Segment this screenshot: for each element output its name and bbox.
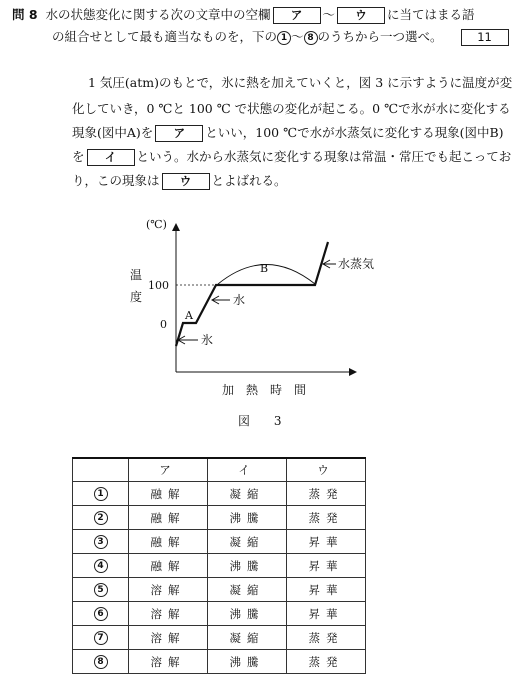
- option-first-marker: 1: [277, 31, 291, 45]
- option-i-cell: 沸騰: [208, 650, 287, 674]
- table-header-i: イ: [208, 458, 287, 482]
- option-number-cell: [73, 554, 129, 578]
- option-number-marker: 4: [94, 559, 108, 573]
- options-table: [72, 457, 366, 674]
- option-last-marker: 8: [304, 31, 318, 45]
- passage-text-5b: とよばれる。: [211, 173, 287, 188]
- table-body: [73, 482, 366, 674]
- phase-b-label: B: [260, 262, 269, 275]
- passage-line-4: [72, 148, 511, 166]
- table-row: [73, 602, 366, 626]
- option-number-marker: 8: [94, 655, 108, 669]
- table-row: [73, 554, 366, 578]
- option-a-cell: 融解: [129, 554, 208, 578]
- passage-line-1: 1 気圧(atm)のもとで，氷に熱を加えていくと，図 3 に示すように温度が変: [88, 75, 513, 90]
- option-i-cell: 凝縮: [208, 578, 287, 602]
- option-number-cell: [73, 530, 129, 554]
- x-axis-label: 加 熱 時 間: [222, 383, 307, 397]
- table-row: [73, 650, 366, 674]
- figure-caption: 図 3: [238, 414, 292, 428]
- table-row: [73, 530, 366, 554]
- option-number-marker: 7: [94, 631, 108, 645]
- option-u-cell: 蒸発: [287, 482, 366, 506]
- option-u-cell: 昇華: [287, 602, 366, 626]
- question-number: 問 8: [12, 7, 38, 22]
- passage-line-3: [72, 124, 504, 142]
- option-number-cell: [73, 578, 129, 602]
- phase-a-label: A: [185, 309, 193, 322]
- passage-blank-i: イ: [87, 149, 135, 166]
- option-u-cell: 昇華: [287, 578, 366, 602]
- question-line-2: [52, 28, 511, 46]
- table-row: [73, 506, 366, 530]
- heating-curve-figure: [110, 212, 375, 402]
- passage-text-4a: を: [72, 149, 85, 164]
- option-number-marker: 2: [94, 511, 108, 525]
- option-a-cell: 溶解: [129, 650, 208, 674]
- answer-number-box: 11: [461, 29, 509, 46]
- tick-0-label: 0: [160, 318, 167, 331]
- table-header-a: ア: [129, 458, 208, 482]
- option-i-cell: 凝縮: [208, 482, 287, 506]
- table-row: [73, 578, 366, 602]
- passage-text-3a: 現象(図中A)を: [72, 125, 154, 140]
- blank-box-u: ウ: [337, 7, 385, 24]
- question-text-1a: 水の状態変化に関する次の文章中の空欄: [45, 7, 271, 22]
- passage-blank-a: ア: [155, 125, 203, 142]
- passage-text-5a: り，この現象は: [72, 173, 160, 188]
- passage-text-3b: といい，100 ℃で水が水蒸気に変化する現象(図中B): [205, 125, 504, 140]
- blank-box-a: ア: [273, 7, 321, 24]
- tilde: 〜: [322, 7, 336, 22]
- option-number-marker: 1: [94, 487, 108, 501]
- option-i-cell: 沸騰: [208, 554, 287, 578]
- option-number-marker: 3: [94, 535, 108, 549]
- passage-line-5: [72, 172, 287, 190]
- ice-annotation: 氷: [201, 333, 214, 347]
- option-u-cell: 蒸発: [287, 626, 366, 650]
- option-a-cell: 溶解: [129, 626, 208, 650]
- option-u-cell: 昇華: [287, 530, 366, 554]
- passage-text-4b: という。水から水蒸気に変化する現象は常温・常圧でも起こってお: [136, 149, 512, 164]
- option-number-cell: [73, 482, 129, 506]
- option-i-cell: 沸騰: [208, 506, 287, 530]
- option-u-cell: 昇華: [287, 554, 366, 578]
- table-row: [73, 482, 366, 506]
- option-number-cell: [73, 506, 129, 530]
- y-unit-label: (℃): [146, 218, 167, 231]
- passage-blank-u: ウ: [162, 173, 210, 190]
- option-u-cell: 蒸発: [287, 506, 366, 530]
- table-row: [73, 626, 366, 650]
- question-line-1: [12, 6, 475, 24]
- table-header-row: [73, 458, 366, 482]
- option-a-cell: 溶解: [129, 578, 208, 602]
- option-number-marker: 5: [94, 583, 108, 597]
- option-i-cell: 沸騰: [208, 602, 287, 626]
- steam-annotation: 水蒸気: [338, 257, 375, 271]
- question-text-2a: の組合せとして最も適当なものを，下の: [52, 29, 278, 44]
- option-a-cell: 溶解: [129, 602, 208, 626]
- passage-line-2: 化していき，0 ℃と 100 ℃ で状態の変化が起こる。0 ℃で氷が水に変化する: [72, 101, 511, 116]
- question-text-1b: に当てはまる語: [387, 7, 475, 22]
- y-axis-label-1: 温: [130, 268, 143, 282]
- option-number-cell: [73, 626, 129, 650]
- option-a-cell: 融解: [129, 530, 208, 554]
- option-number-cell: [73, 650, 129, 674]
- option-i-cell: 凝縮: [208, 530, 287, 554]
- question-text-2b: のうちから一つ選べ。: [317, 29, 443, 44]
- option-number-marker: 6: [94, 607, 108, 621]
- heating-curve: [176, 242, 328, 346]
- option-u-cell: 蒸発: [287, 650, 366, 674]
- option-i-cell: 凝縮: [208, 626, 287, 650]
- option-a-cell: 融解: [129, 482, 208, 506]
- option-a-cell: 融解: [129, 506, 208, 530]
- table-header-u: ウ: [287, 458, 366, 482]
- y-axis-label-2: 度: [130, 290, 143, 304]
- option-number-cell: [73, 602, 129, 626]
- tick-100-label: 100: [148, 279, 169, 292]
- water-annotation: 水: [233, 293, 246, 307]
- table-header-blank: [73, 458, 129, 482]
- range-tilde: 〜: [291, 29, 304, 44]
